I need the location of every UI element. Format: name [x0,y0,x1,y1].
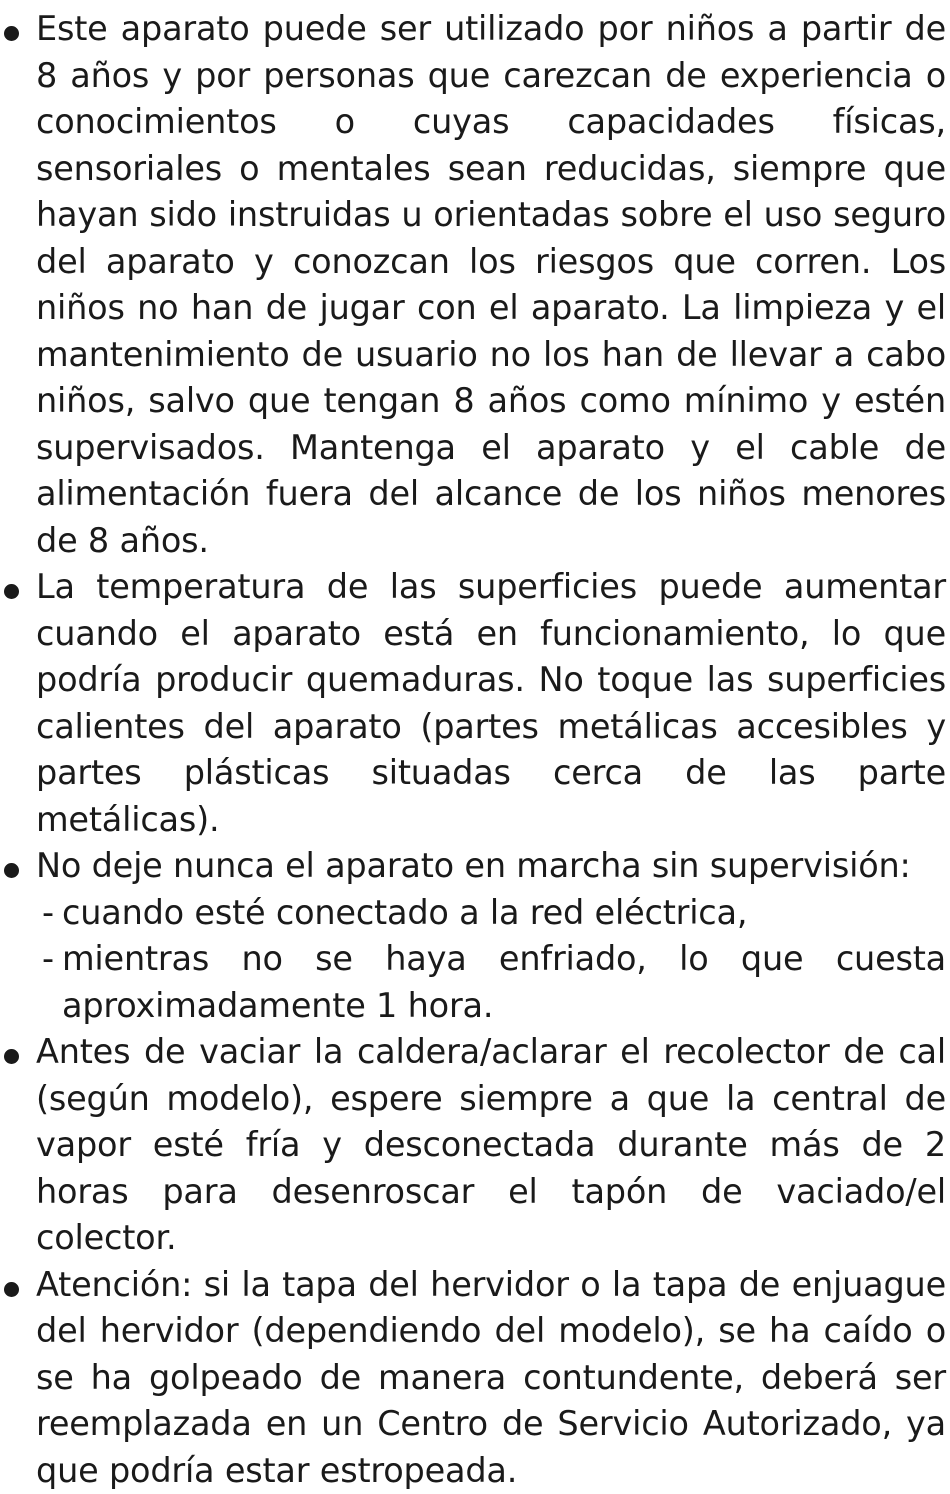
bullet-item-surface-temperature [0,564,950,843]
sub-item-cooling [0,936,950,1029]
bullet-text: La temperatura de las superficies puede aumentar cuando el aparato está en funcionamiento, lo que podría producir quemaduras. No toque las superficies calientes del aparato (partes metálicas accesibles y partes plásticas situadas cerca de las parte metálicas). [36,564,946,843]
bullet-dot-icon [4,26,19,41]
sub-item-text: mientras no se haya enfriado, lo que cuesta aproximadamente 1 hora. [62,939,946,1025]
bullet-item-boiler-cap-warning [0,1262,950,1494]
bullet-text: Atención: si la tapa del hervidor o la tapa de enjuague del hervidor (dependiendo del modelo), se ha caído o se ha golpeado de manera contundente, deberá ser reemplazada en un Centro de Servicio Autorizado, ya que podría estar estropeada. [36,1262,946,1494]
bullet-item-draining [0,1029,950,1262]
sub-item-connected [0,890,950,937]
bullet-dot-icon [4,863,19,878]
sub-item-text: cuando esté conectado a la red eléctrica, [62,893,747,932]
bullet-item-supervision [0,843,950,890]
bullet-dot-icon [4,1282,19,1297]
bullet-text: Este aparato puede ser utilizado por niños a partir de 8 años y por personas que carezcan de experiencia o conocimientos o cuyas capacidades físicas, sensoriales o mentales sean reducidas, siempre que hayan sido instruidas u orientadas sobre el uso seguro del aparato y conozcan los riesgos que corren. Los niños no han de jugar con el aparato. La limpieza y el mantenimiento de usuario no los han de llevar a cabo niños, salvo que tengan 8 años como mínimo y estén supervisados. Mantenga el aparato y el cable de alimentación fuera del alcance de los niños menores de 8 años. [36,6,946,564]
bullet-item-children-usage [0,6,950,564]
bullet-dot-icon [4,584,19,599]
safety-instructions-page [0,6,950,1494]
bullet-text: No deje nunca el aparato en marcha sin supervisión: [36,843,946,890]
dash-marker: - [42,936,54,983]
bullet-text: Antes de vaciar la caldera/aclarar el recolector de cal (según modelo), espere siempre a que la central de vapor esté fría y desconectada durante más de 2 horas para desenroscar el tapón de vaciado/el colector. [36,1029,946,1262]
dash-marker: - [42,890,54,937]
bullet-dot-icon [4,1049,19,1064]
